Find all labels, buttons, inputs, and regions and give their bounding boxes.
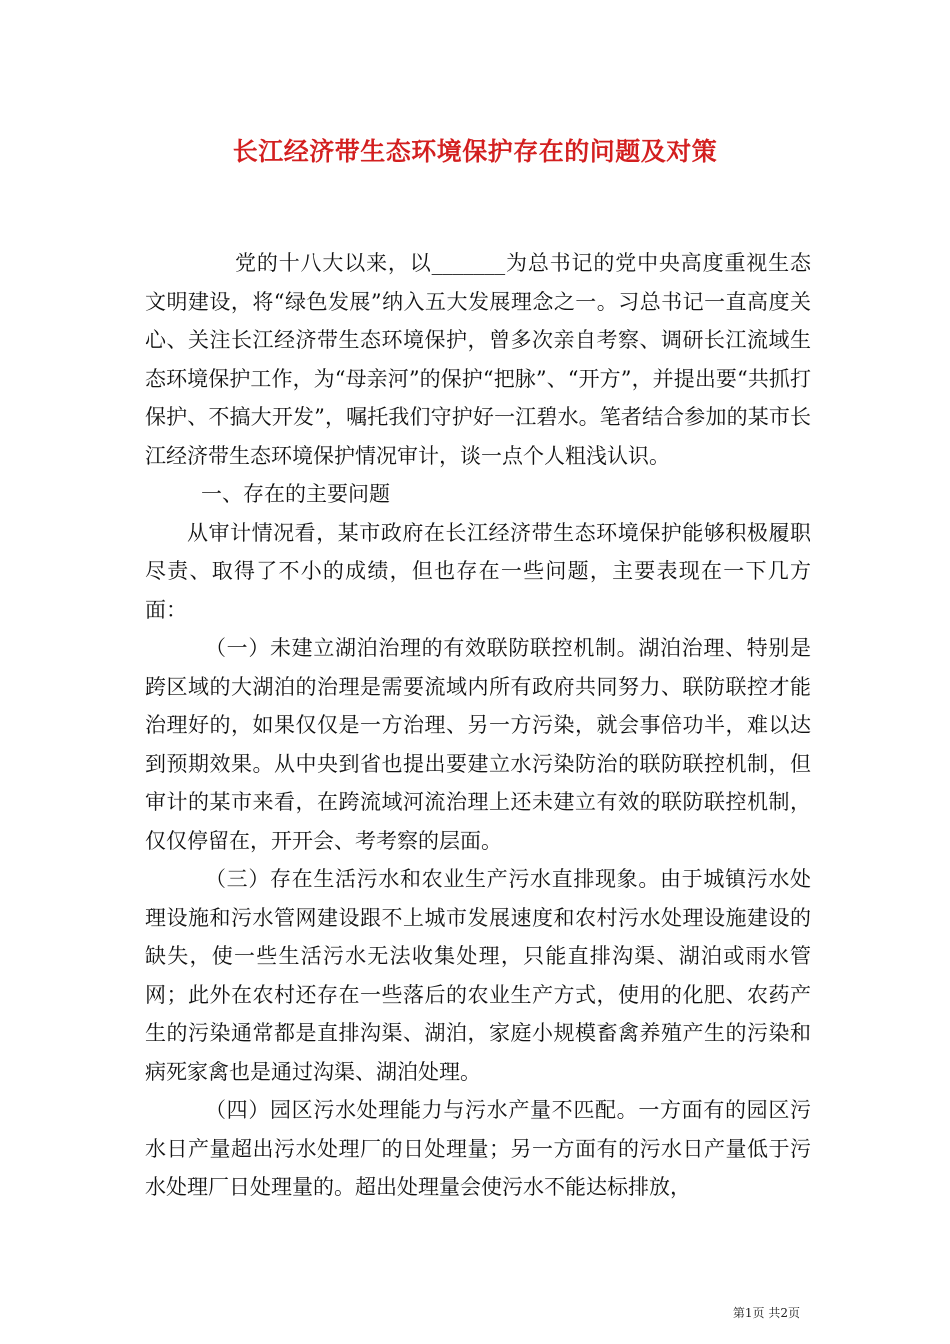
overview-paragraph: 从审计情况看，某市政府在长江经济带生态环境保护能够积极履职尽责、取得了不小的成绩，但也存在一些问题，主要表现在一下几方面： [145,520,811,622]
intro-paragraph: 党的十八大以来，以_______为总书记的党中央高度重视生态文明建设，将“绿色发展”纳入五大发展理念之一。习总书记一直高度关心、关注长江经济带生态环境保护，曾多次亲自考察、调研长江流域生态环境保护工作，为“母亲河”的保护“把脉”、“开方”，并提出要“共抓打保护、不搞大开发”，嘱托我们守护好一江碧水。笔者结合参加的某市长江经济带生态环境保护情况审计，谈一点个人粗浅认识。 [145,251,811,468]
problem-item-1: （一）未建立湖泊治理的有效联防联控机制。湖泊治理、特别是跨区域的大湖泊的治理是需要流域内所有政府共同努力、联防联控才能治理好的，如果仅仅是一方治理、另一方污染，就会事倍功半，难以达到预期效果。从中央到省也提出要建立水污染防治的联防联控机制，但审计的某市来看，在跨流域河流治理上还未建立有效的联防联控机制，仅仅停留在，开开会、考考察的层面。 [145,636,811,853]
document-title: 长江经济带生态环境保护存在的问题及对策 [232,137,718,166]
document-body [145,244,811,1207]
problem-item-4: （四）园区污水处理能力与污水产量不匹配。一方面有的园区污水日产量超出污水处理厂的日处理量；另一方面有的污水日产量低于污水处理厂日处理量的。超出处理量会使污水不能达标排放， [145,1098,811,1199]
problem-item-3: （三）存在生活污水和农业生产污水直排现象。由于城镇污水处理设施和污水管网建设跟不上城市发展速度和农村污水处理设施建设的缺失，使一些生活污水无法收集处理，只能直排沟渠、湖泊或雨水管网；此外在农村还存在一些落后的农业生产方式，使用的化肥、农药产生的污染通常都是直排沟渠、湖泊，家庭小规模畜禽养殖产生的污染和病死家禽也是通过沟渠、湖泊处理。 [145,867,811,1084]
section-heading: 一、存在的主要问题 [201,482,390,506]
page-number-footer: 第1页 共2页 [732,1306,800,1320]
